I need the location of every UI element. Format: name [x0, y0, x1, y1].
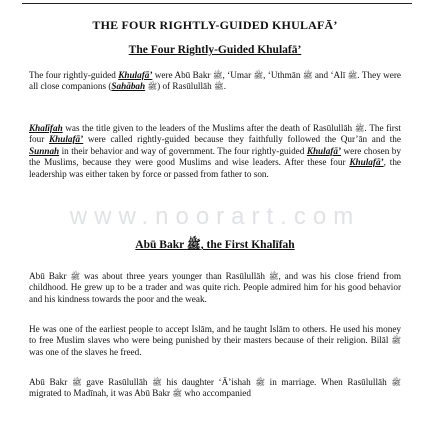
- emphasized-term: Khulafā’: [306, 145, 342, 156]
- honorific-glyph: ﷺ: [152, 378, 162, 387]
- text-run: was about three years younger than Rasūlullāh: [80, 271, 269, 281]
- honorific-glyph: ﷺ: [255, 378, 266, 387]
- text-run: gave Rasūlullāh: [81, 377, 153, 387]
- emphasized-term: Ṣaḥābah: [111, 81, 146, 92]
- emphasized-term: Khulafā’: [49, 134, 84, 145]
- section-heading-khulafa: The Four Rightly-Guided Khulafā’: [128, 44, 302, 56]
- text-run: were Abū Bakr: [152, 70, 213, 80]
- text-run: The four rightly-guided: [29, 70, 119, 80]
- text-run: , the leadership was either taken by force or passed from father to son.: [29, 157, 401, 179]
- text-run: and ‘Alī: [312, 70, 348, 80]
- text-run: Abū Bakr: [29, 377, 72, 387]
- honorific-glyph: ﷺ: [354, 124, 365, 133]
- honorific-glyph: ﷺ: [391, 378, 401, 387]
- paragraph-abu-bakr-islam: [29, 324, 401, 358]
- text-run: in their behavior and way of government. The four rightly-guided: [59, 145, 307, 156]
- emphasized-term: Khulafā’: [349, 157, 384, 168]
- honorific-glyph: ﷺ: [172, 389, 183, 399]
- emphasized-term: Sunnah: [29, 145, 60, 156]
- honorific-glyph: ﷺ: [391, 336, 401, 346]
- top-rule: [22, 3, 412, 4]
- honorific-glyph: ﷺ: [347, 71, 358, 80]
- text-run: his daughter ‘Ā’ishah: [161, 377, 256, 387]
- text-run: , and was his close friend from childhood. He grew up to be a trader and was quite rich. People admired him for his good behavior and his kindness towards the poor and the weak.: [29, 271, 401, 304]
- honorific-glyph: ﷺ: [268, 272, 279, 281]
- text-run: who accompanied: [182, 388, 251, 399]
- honorific-glyph: ﷺ: [214, 82, 224, 92]
- emphasized-term: Khalīfah: [29, 123, 63, 133]
- text-run: were chosen by the Muslims, because they were good Muslims and wise leaders. After these four: [29, 145, 401, 168]
- text-run: . They were all close companions (: [29, 70, 401, 92]
- page-title: THE FOUR RIGHTLY-GUIDED KHULAFĀ’: [92, 18, 338, 32]
- text-run: He was one of the earliest people to accept Islām, and he taught Islām to others. He used his money to free Muslim slaves who were being punished by their masters because of their religion. Bilāl: [29, 324, 401, 346]
- text-run: ) of Rasūlullāh: [157, 81, 215, 92]
- honorific-glyph: ﷺ: [212, 71, 223, 80]
- text-run: . The first four: [29, 123, 401, 145]
- honorific-glyph: ﷺ: [71, 378, 82, 387]
- paragraph-khalifah-definition: [29, 123, 401, 180]
- text-run: in marriage. When Rasūlullāh: [265, 377, 392, 387]
- text-run: , ‘Umar: [222, 70, 254, 80]
- emphasized-term: Khulafā’: [118, 70, 153, 80]
- paragraph-abu-bakr-marriage: [29, 377, 401, 400]
- paragraph-intro: [29, 70, 401, 93]
- watermark: www.noorart.com: [69, 203, 361, 230]
- text-run: were called rightly-guided because they faithfully followed the Qur’ān and the: [83, 134, 401, 145]
- text-run: , ‘Uthmān: [263, 70, 303, 80]
- section-heading-abu-bakr: Abū Bakr ﷺ, the First Khalīfah: [135, 239, 295, 251]
- text-run: .: [223, 81, 226, 92]
- text-run: was the title given to the leaders of the Muslims after the death of Rasūlullāh: [62, 123, 355, 133]
- honorific-glyph: ﷺ: [70, 272, 81, 281]
- honorific-glyph: ﷺ: [302, 71, 313, 80]
- honorific-glyph: ﷺ: [253, 71, 264, 80]
- honorific-glyph: ﷺ: [147, 82, 158, 92]
- text-run: migrated to Madīnah, it was Abū Bakr: [29, 388, 173, 399]
- paragraph-abu-bakr-early-life: [29, 271, 401, 305]
- text-run: was one of the slaves he freed.: [29, 346, 142, 357]
- text-run: Abū Bakr: [29, 271, 71, 281]
